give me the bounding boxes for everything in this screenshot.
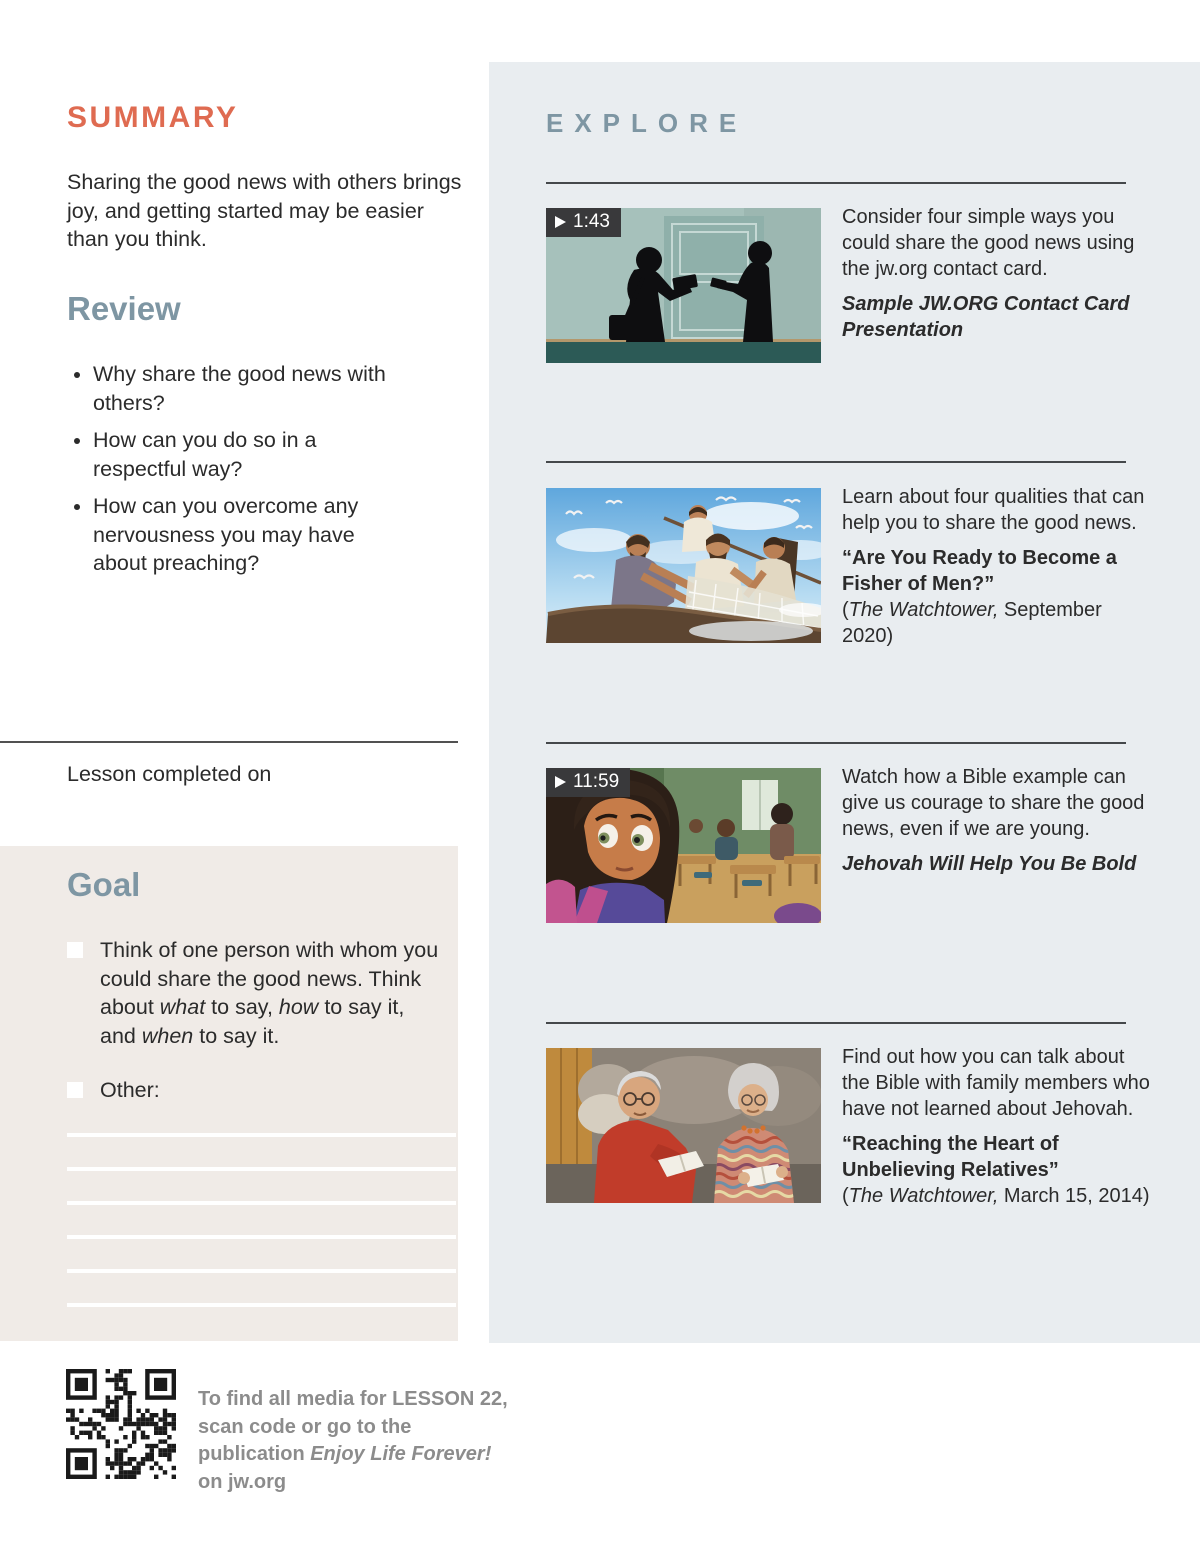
- writing-line[interactable]: [67, 1269, 456, 1273]
- article-thumbnail-relatives[interactable]: [546, 1048, 821, 1203]
- explore-divider: [546, 742, 1126, 744]
- explore-item: [546, 208, 1150, 363]
- goal-section: [0, 846, 458, 1341]
- goal-checkbox[interactable]: [67, 942, 83, 958]
- summary-heading: SUMMARY: [67, 101, 239, 134]
- explore-item-title[interactable]: “Are You Ready to Become a Fisher of Men?”: [842, 547, 1117, 595]
- video-duration: 11:59: [573, 771, 620, 792]
- fishermen-image: [546, 488, 821, 643]
- article-thumbnail-fishers[interactable]: [546, 488, 821, 643]
- explore-item-description: Watch how a Bible example can give us courage to share the good news, even if we are young.: [842, 766, 1145, 840]
- goal-checkbox[interactable]: [67, 1082, 83, 1098]
- explore-item-source: (The Watchtower, March 15, 2014): [842, 1185, 1150, 1207]
- video-duration-badge: [546, 208, 621, 237]
- play-icon: [555, 776, 566, 788]
- explore-divider: [546, 1022, 1126, 1024]
- qr-code: [66, 1369, 176, 1479]
- explore-item-description: Consider four simple ways you could share the good news using the jw.org contact card.: [842, 206, 1135, 280]
- explore-item-title[interactable]: Sample JW.ORG Contact Card Presentation: [842, 293, 1130, 341]
- goal-item-text: Think of one person with whom you could share the good news. Think about what to say, how to say it, and when to say it.: [100, 938, 439, 1048]
- explore-divider: [546, 182, 1126, 184]
- elderly-couple-photo: [546, 1048, 821, 1203]
- video-thumbnail-contact-card[interactable]: [546, 208, 821, 363]
- section-divider: [0, 741, 458, 743]
- explore-item: [546, 488, 1150, 649]
- goal-item: [67, 936, 440, 1050]
- writing-line[interactable]: [67, 1167, 456, 1171]
- explore-item-title[interactable]: Jehovah Will Help You Be Bold: [842, 853, 1137, 875]
- lesson-completed-label: Lesson completed on: [67, 762, 272, 786]
- explore-item-description: Learn about four qualities that can help you to share the good news.: [842, 486, 1145, 534]
- video-thumbnail-be-bold[interactable]: [546, 768, 821, 923]
- review-bullet-item: • How can you overcome any nervousness you may have about preaching?: [93, 492, 397, 578]
- review-bullet-item: • How can you do so in a respectful way?: [93, 426, 397, 483]
- explore-item-source: (The Watchtower, September 2020): [842, 599, 1102, 647]
- explore-item: [546, 768, 1150, 923]
- goal-item-other: [67, 1076, 440, 1105]
- review-heading: Review: [67, 290, 181, 327]
- review-question-list: [67, 360, 397, 587]
- explore-item: [546, 1048, 1150, 1209]
- explore-section: [489, 62, 1200, 1343]
- goal-other-label: Other:: [100, 1078, 160, 1102]
- video-duration: 1:43: [573, 211, 610, 232]
- goal-heading: Goal: [67, 866, 141, 903]
- explore-item-title[interactable]: “Reaching the Heart of Unbelieving Relatives”: [842, 1133, 1059, 1181]
- writing-line[interactable]: [67, 1235, 456, 1239]
- writing-line[interactable]: [67, 1133, 456, 1137]
- explore-item-description: Find out how you can talk about the Bible with family members who have not learned about Jehovah.: [842, 1046, 1150, 1120]
- play-icon: [555, 216, 566, 228]
- writing-line[interactable]: [67, 1303, 456, 1307]
- explore-divider: [546, 461, 1126, 463]
- writing-line[interactable]: [67, 1201, 456, 1205]
- footer-note: To find all media for LESSON 22, scan code or go to the publication Enjoy Life Forever! on jw.org: [198, 1388, 508, 1493]
- summary-body: Sharing the good news with others brings joy, and getting started may be easier than you think.: [67, 170, 462, 251]
- video-duration-badge: [546, 768, 630, 797]
- explore-heading: EXPLORE: [546, 108, 748, 138]
- review-bullet-item: • Why share the good news with others?: [93, 360, 397, 417]
